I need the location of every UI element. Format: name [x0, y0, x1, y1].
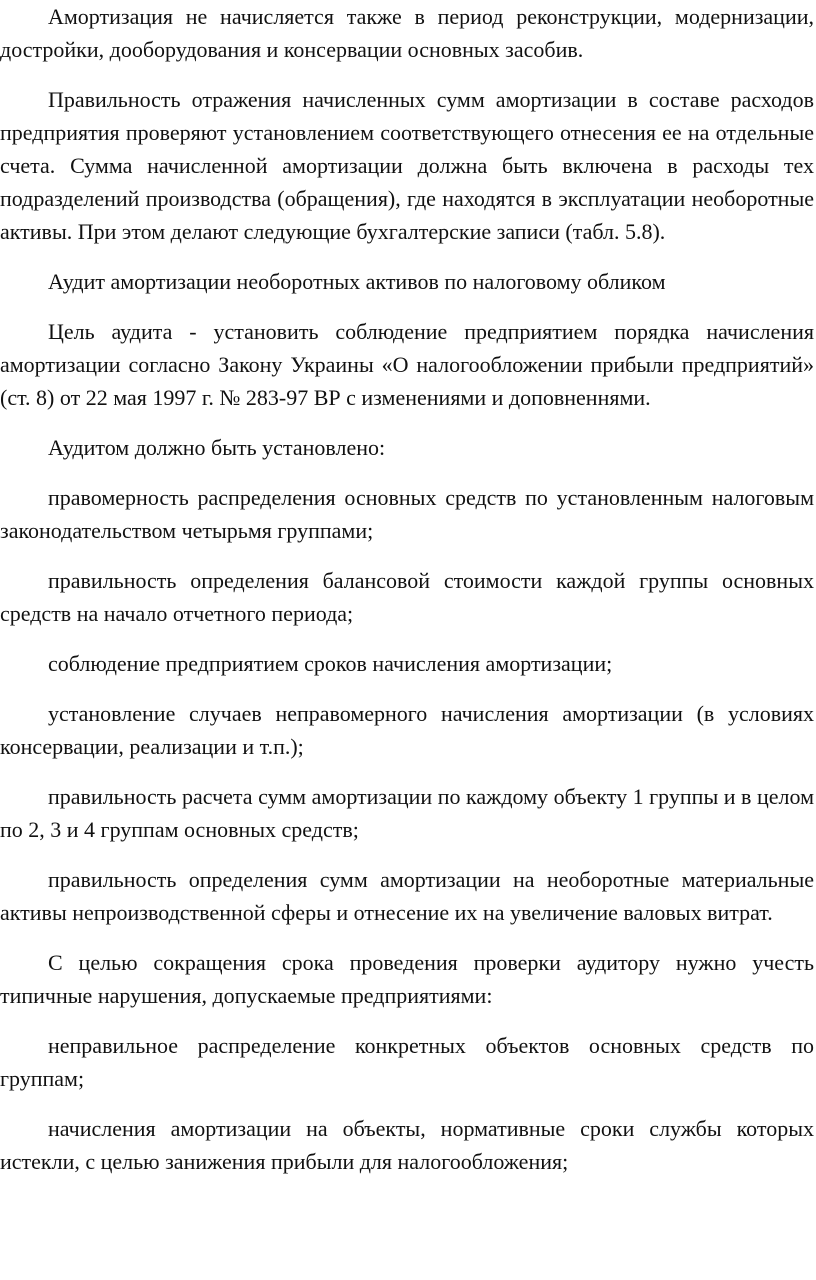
list-item-terms-compliance: соблюдение предприятием сроков начисления амортизации; [48, 651, 613, 676]
paragraph-correctness-of-reflection: Правильность отражения начисленных сумм амортизации в составе расходов предприятия проверяют установлением соответствующего отнесения ее на отдельные счета. Сумма начисленной амортизации должна быть включена в расходы тех подразделений производства (обращения), где находятся в эксплуатации необоротные активы. При этом делают следующие бухгалтерские записи (табл. 5.8). [0, 87, 814, 244]
paragraph-depreciation-not-charged: Амортизация не начисляется также в период реконструкции, модернизации, достройки, дооборудования и консервации основных засобив. [0, 4, 814, 62]
section-heading-tax-audit: Аудит амортизации необоротных активов по налоговому обликом [48, 269, 666, 294]
paragraph-typical-violations: С целью сокращения срока проведения проверки аудитору нужно учесть типичные нарушения, допускаемые предприятиями: [0, 950, 814, 1008]
list-item-expired-objects: начисления амортизации на объекты, нормативные сроки службы которых истекли, с целью занижения прибыли для налогообложения; [0, 1116, 814, 1174]
paragraph-audit-goal: Цель аудита - установить соблюдение предприятием порядка начисления амортизации согласно Закону Украины «О налогообложении прибыли предприятий» (ст. 8) от 22 мая 1997 г. № 283-97 ВР с изменениями и доповненнями. [0, 319, 814, 410]
list-item-illegal-charging: установление случаев неправомерного начисления амортизации (в условиях консервации, реализации и т.п.); [0, 701, 814, 759]
paragraph-audit-should-establish: Аудитом должно быть установлено: [48, 435, 386, 460]
list-item-distribution-legality: правомерность распределения основных средств по установленным налоговым законодательством четырьмя группами; [0, 485, 814, 543]
list-item-wrong-distribution: неправильное распределение конкретных объектов основных средств по группам; [0, 1033, 814, 1091]
list-item-calculation-correctness: правильность расчета сумм амортизации по каждому объекту 1 группы и в целом по 2, 3 и 4 группам основных средств; [0, 784, 814, 842]
list-item-balance-value: правильность определения балансовой стоимости каждой группы основных средств на начало отчетного периода; [0, 568, 814, 626]
list-item-intangible-assets: правильность определения сумм амортизации на необоротные материальные активы непроизводственной сферы и отнесение их на увеличение валовых витрат. [0, 867, 814, 925]
